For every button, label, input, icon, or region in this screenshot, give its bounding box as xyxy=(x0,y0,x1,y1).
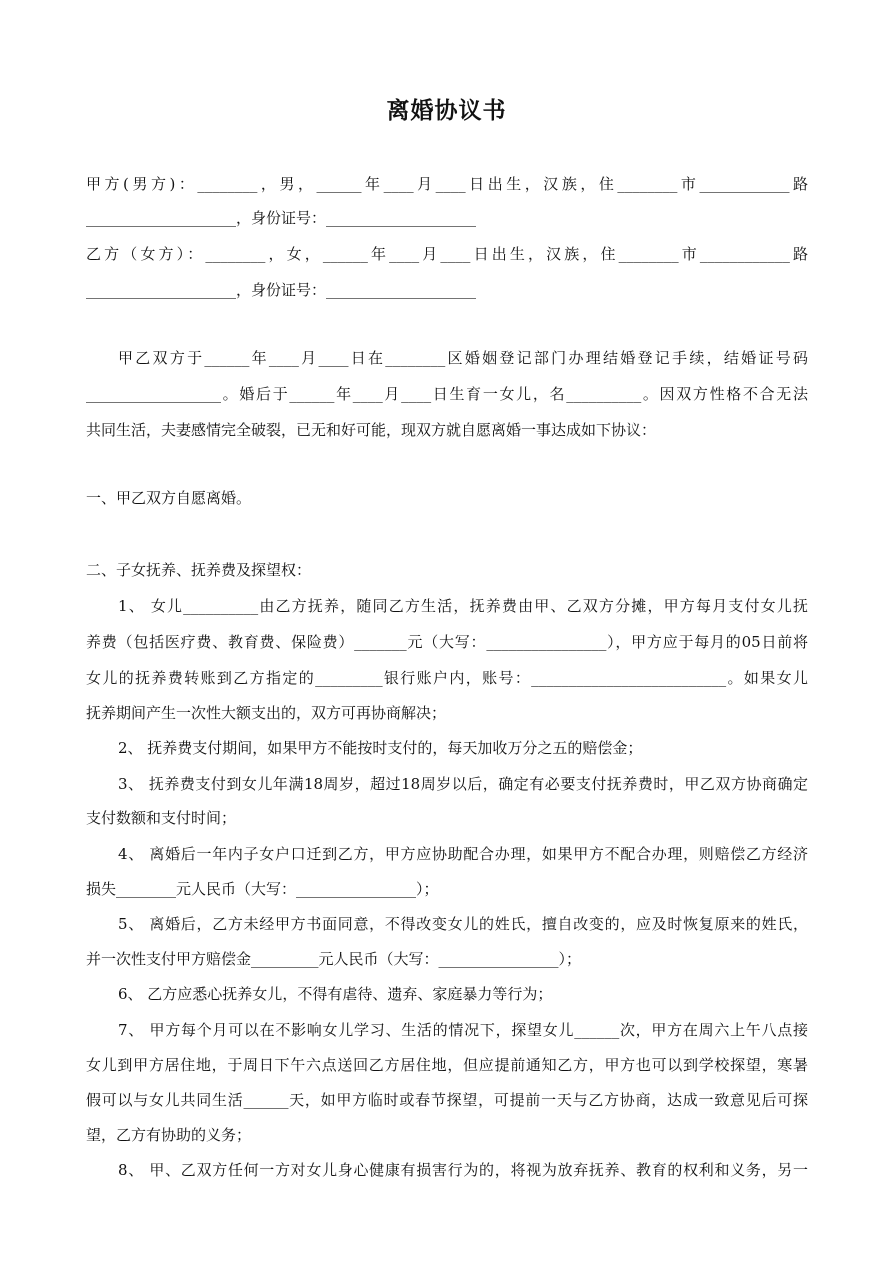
party-a-line-2: ____________________，身份证号：____________________ xyxy=(86,209,477,227)
item-4-line-1: 4、 离婚后一年内子女户口迁到乙方，甲方应协助配合办理，如果甲方不配合办理，则赔偿乙方经济 xyxy=(118,845,808,863)
party-b-line-2: ____________________，身份证号：____________________ xyxy=(86,281,477,299)
item-5-line-2: 并一次性支付甲方赔偿金_________元人民币（大写：________________）； xyxy=(86,950,582,968)
clause-1: 一、甲乙双方自愿离婚。 xyxy=(86,489,252,507)
item-5-line-1: 5、 离婚后，乙方未经甲方书面同意，不得改变女儿的姓氏，擅自改变的，应及时恢复原来的姓氏， xyxy=(118,915,808,933)
item-1-line-2: 养费（包括医疗费、教育费、保险费）_______元（大写：________________），甲方应于每月的05日前将 xyxy=(86,633,808,651)
item-3-line-2: 支付数额和支付时间； xyxy=(86,809,237,827)
intro-line-2: __________________。婚后于______年____月____日生育一女儿，名__________。因双方性格不合无法 xyxy=(86,385,808,403)
item-2-line-1: 2、 抚养费支付期间，如果甲方不能按时支付的，每天加收万分之五的赔偿金； xyxy=(118,739,643,757)
item-7-line-1: 7、 甲方每个月可以在不影响女儿学习、生活的情况下，探望女儿______次，甲方在周六上午八点接 xyxy=(118,1021,808,1039)
intro-line-3: 共同生活，夫妻感情完全破裂，已无和好可能，现双方就自愿离婚一事达成如下协议： xyxy=(86,421,657,439)
item-7-line-4: 望，乙方有协助的义务； xyxy=(86,1126,252,1144)
party-b-line-1: 乙方（女方）：________，女，______年____月____日出生，汉族，住________市____________路 xyxy=(86,245,808,263)
party-a-line-1: 甲方(男方)：________，男，______年____月____日出生，汉族，住________市____________路 xyxy=(86,175,808,193)
item-8-line-1: 8、 甲、乙双方任何一方对女儿身心健康有损害行为的，将视为放弃抚养、教育的权利和义务，另一 xyxy=(118,1161,808,1179)
item-7-line-3: 假可以与女儿共同生活______天，如甲方临时或春节探望，可提前一天与乙方协商，达成一致意见后可探 xyxy=(86,1091,808,1109)
document-title: 离婚协议书 xyxy=(386,98,507,124)
clause-2-heading: 二、子女抚养、抚养费及探望权： xyxy=(86,561,312,579)
item-1-line-1: 1、 女儿__________由乙方抚养，随同乙方生活，抚养费由甲、乙双方分摊，甲方每月支付女儿抚 xyxy=(118,597,808,615)
item-6-line-1: 6、 乙方应悉心抚养女儿，不得有虐待、遗弃、家庭暴力等行为； xyxy=(118,985,553,1003)
item-3-line-1: 3、 抚养费支付到女儿年满18周岁，超过18周岁以后，确定有必要支付抚养费时，甲乙双方协商确定 xyxy=(118,775,808,793)
intro-line-1: 甲乙双方于______年____月____日在________区婚姻登记部门办理结婚登记手续，结婚证号码 xyxy=(118,349,808,367)
item-4-line-2: 损失________元人民币（大写：________________）； xyxy=(86,880,439,898)
item-7-line-2: 女儿到甲方居住地，于周日下午六点送回乙方居住地，但应提前通知乙方，甲方也可以到学校探望，寒暑 xyxy=(86,1056,808,1074)
item-1-line-3: 女儿的抚养费转账到乙方指定的_________银行账户内，账号：__________________________。如果女儿 xyxy=(86,669,808,687)
item-1-line-4: 抚养期间产生一次性大额支出的，双方可再协商解决； xyxy=(86,704,447,722)
